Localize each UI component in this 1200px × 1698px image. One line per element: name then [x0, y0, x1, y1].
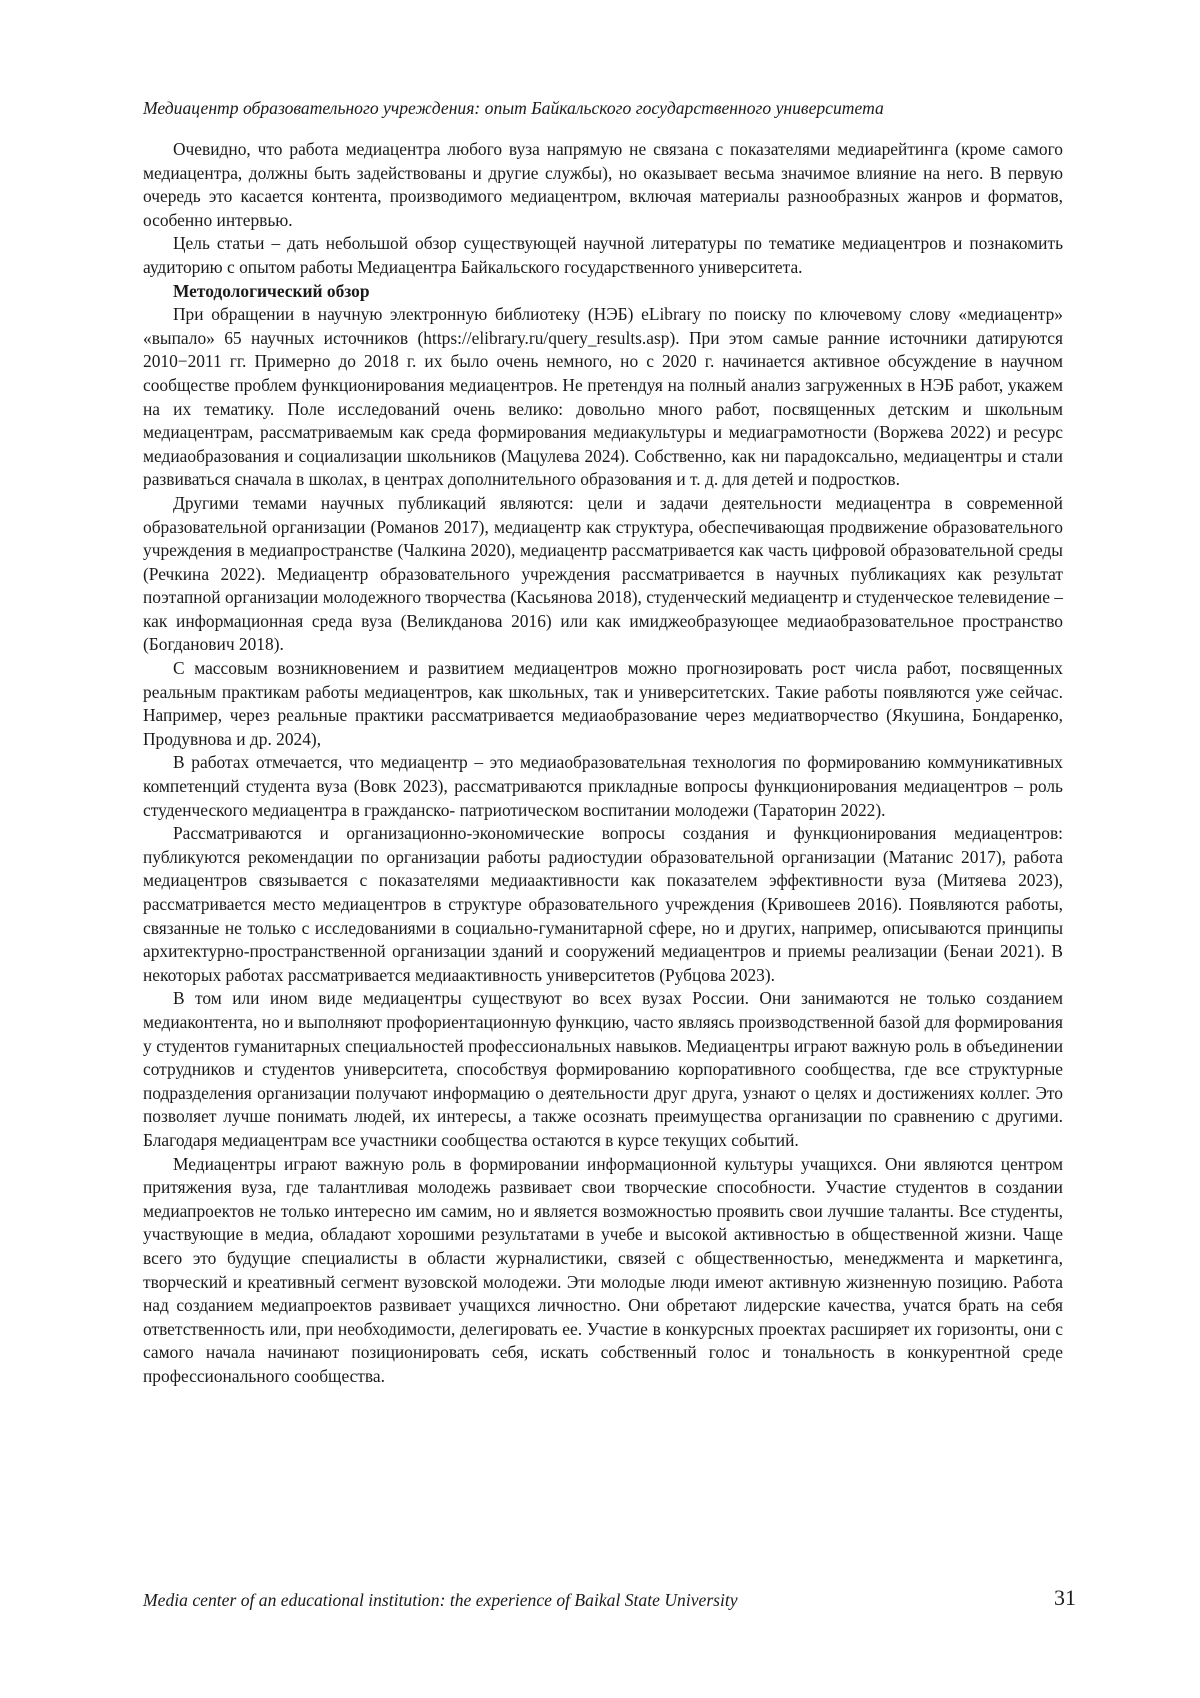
paragraph: Другими темами научных публикаций являются: цели и задачи деятельности медиацентра в современной образовательной организации (Романов 2017), медиацентр как структура, обеспечивающая продвижение образовательного учреждения в медиапространстве (Чалкина 2020), медиацентр рассматривается как часть цифровой образовательной среды (Речкина 2022). Медиацентр образовательного учреждения рассматривается в научных публикациях как результат поэтапной организации молодежного творчества (Касьянова 2018), студенческий медиацентр и студенческое телевидение – как информационная среда вуза (Великданова 2016) или как имиджеобразующее медиаобразовательное пространство (Богданович 2018). [143, 492, 1063, 655]
paragraph: Цель статьи – дать небольшой обзор существующей научной литературы по тематике медиацентров и познакомить аудиторию с опытом работы Медиацентра Байкальского государственного университета. [143, 233, 1063, 277]
paragraph: Очевидно, что работа медиацентра любого вуза напрямую не связана с показателями медиарейтинга (кроме самого медиацентра, должны быть задействованы и другие службы), но оказывает весьма значимое влияние на него. В первую очередь это касается контента, производимого медиацентром, включая материалы разнообразных жанров и форматов, особенно интервью. [143, 139, 1063, 230]
running-footer: Media center of an educational institution: the experience of Baikal State University [143, 1590, 738, 1610]
paragraph: В том или ином виде медиацентры существуют во всех вузах России. Они занимаются не только созданием медиаконтента, но и выполняют профориентационную функцию, часто являясь производственной базой для формирования у студентов гуманитарных специальностей профессиональных навыков. Медиацентры играют важную роль в объединении сотрудников и студентов университета, способствуя формированию корпоративного сообщества, где все структурные подразделения организации получают информацию о деятельности друг друга, узнают о целях и достижениях коллег. Это позволяет лучше понимать людей, их интересы, а также осознать преимущества организации по сравнению с другими. Благодаря медиацентрам все участники сообщества остаются в курсе текущих событий. [143, 988, 1063, 1150]
section-heading: Методологический обзор [173, 280, 370, 301]
paragraph: Медиацентры играют важную роль в формировании информационной культуры учащихся. Они являются центром притяжения вуза, где талантливая молодежь развивает свои творческие способности. Участие студентов в создании медиапроектов не только интересно им самим, но и является возможностью проявить свои лучшие таланты. Все студенты, участвующие в медиа, обладают хорошими результатами в учебе и высокой активностью в общественной жизни. Чаще всего это будущие специалисты в области журналистики, связей с общественностью, менеджмента и маркетинга, творческий и креативный сегмент вузовской молодежи. Эти молодые люди имеют активную жизненную позицию. Работа над созданием медиапроектов развивает учащихся личностно. Они обретают лидерские качества, учатся брать на себя ответственность или, при необходимости, делегировать ее. Участие в конкурсных проектах расширяет их горизонты, они с самого начала начинают позиционировать себя, искать собственный голос и тональность в конкурентной среде профессионального сообщества. [143, 1153, 1063, 1386]
page-number: 31 [1054, 1585, 1076, 1610]
paragraph: С массовым возникновением и развитием медиацентров можно прогнозировать рост числа работ, посвященных реальным практикам работы медиацентров, как школьных, так и университетских. Такие работы появляются уже сейчас. Например, через реальные практики рассматривается медиаобразование через медиатворчество (Якушина, Бондаренко, Продувнова и др. 2024), [143, 658, 1063, 749]
running-header: Медиацентр образовательного учреждения: опыт Байкальского государственного университета [143, 98, 884, 118]
paragraph: В работах отмечается, что медиацентр – это медиаобразовательная технология по формированию коммуникативных компетенций студента вуза (Вовк 2023), рассматриваются прикладные вопросы функционирования медиацентров – роль студенческого медиацентра в гражданско- патриотическом воспитании молодежи (Тараторин 2022). [143, 752, 1063, 820]
paragraph: Рассматриваются и организационно-экономические вопросы создания и функционирования медиацентров: публикуются рекомендации по организации работы радиостудии образовательной организации (Матанис 2017), работа медиацентров связывается с показателями медиаактивности как показателем эффективности вуза (Митяева 2023), рассматривается место медиацентров в структуре образовательного учреждения (Кривошеев 2016). Появляются работы, связанные не только с исследованиями в социально-гуманитарной сфере, но и других, например, описываются принципы архитектурно-пространственной организации зданий и сооружений медиацентров и приемы реализации (Бенаи 2021). В некоторых работах рассматривается медиаактивность университетов (Рубцова 2023). [143, 823, 1063, 985]
article-body [143, 138, 1063, 1388]
paragraph: При обращении в научную электронную библиотеку (НЭБ) eLibrary по поиску по ключевому слову «медиацентр» «выпало» 65 научных источников (https://elibrary.ru/query_results.asp). При этом самые ранние источники датируются 2010−2011 гг. Примерно до 2018 г. их было очень немного, но с 2020 г. начинается активное обсуждение в научном сообществе проблем функционирования медиацентров. Не претендуя на полный анализ загруженных в НЭБ работ, укажем на их тематику. Поле исследований очень велико: довольно много работ, посвященных детским и школьным медиацентрам, рассматриваемым как среда формирования медиакультуры и медиаграмотности (Воржева 2022) и ресурс медиаобразования и социализации школьников (Мацулева 2024). Собственно, как ни парадоксально, медиацентры и стали развиваться сначала в школах, в центрах дополнительного образования и т. д. для детей и подростков. [143, 304, 1063, 490]
